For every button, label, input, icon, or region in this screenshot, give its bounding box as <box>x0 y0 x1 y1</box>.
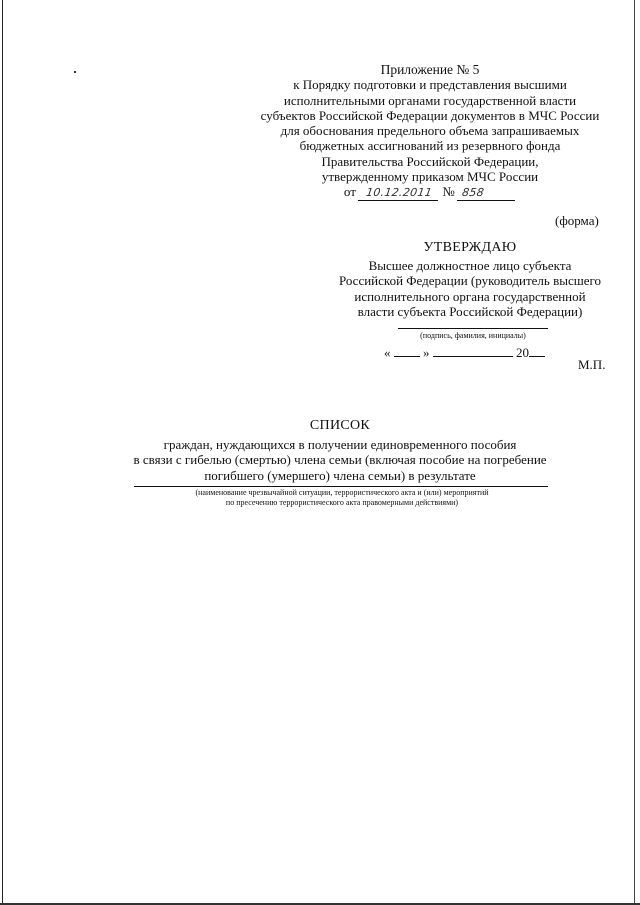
list-line: граждан, нуждающихся в получении единовременного пособия <box>163 436 517 452</box>
year-blank <box>529 344 545 357</box>
day-blank <box>394 344 420 357</box>
approval-line: власти субъекта Российской Федерации) <box>357 304 583 319</box>
approval-date-row <box>384 344 545 361</box>
appendix-line: утвержденному приказом МЧС России <box>321 169 539 185</box>
list-line: в связи с гибелью (смертью) члена семьи (включая пособие на погребение <box>133 452 547 467</box>
list-line: погибшего (умершего) члена семьи) в результате <box>204 467 476 483</box>
approval-line: Высшее должностное лицо субъекта <box>368 257 572 273</box>
caption-line: по пресечению террористического акта правомерными действиями) <box>225 498 459 507</box>
list-heading: СПИСОК <box>309 418 371 433</box>
approval-heading: УТВЕРЖДАЮ <box>423 240 517 255</box>
page-right-edge <box>634 0 635 905</box>
form-label: (форма) <box>555 213 599 228</box>
appendix-header <box>250 62 610 202</box>
approval-block <box>330 240 610 320</box>
order-date-handwritten: 10.12.2011 <box>358 185 440 201</box>
emergency-name-caption <box>130 488 554 508</box>
appendix-line: субъектов Российской Федерации документов в МЧС России <box>260 107 600 123</box>
approval-line: исполнительного органа государственной <box>354 288 586 304</box>
scan-speck <box>74 71 76 73</box>
appendix-line: бюджетных ассигнований из резервного фонда <box>299 138 561 154</box>
appendix-line: для обоснования предельного объема запрашиваемых <box>280 123 580 139</box>
caption-line: (наименование чрезвычайной ситуации, террористического акта и (или) мероприятий <box>195 488 489 497</box>
order-from-label: от <box>343 184 356 200</box>
seal-mark: М.П. <box>578 357 606 372</box>
emergency-name-line <box>134 486 548 487</box>
date-close-quote: » <box>423 345 430 360</box>
list-title-block <box>130 418 550 483</box>
appendix-title: Приложение № 5 <box>380 62 480 77</box>
order-number-handwritten: 858 <box>457 185 517 201</box>
year-prefix: 20 <box>516 345 529 360</box>
page-left-edge <box>2 0 3 905</box>
order-reference <box>344 184 516 201</box>
appendix-line: исполнительными органами государственной власти <box>283 92 577 108</box>
appendix-line: Правительства Российской Федерации, <box>321 153 539 169</box>
appendix-line: к Порядку подготовки и представления высшими <box>293 77 567 93</box>
signature-caption: (подпись, фамилия, инициалы) <box>420 331 526 340</box>
date-open-quote: « <box>384 345 391 360</box>
order-number-label: № <box>442 184 455 200</box>
approval-line: Российской Федерации (руководитель высшего <box>338 273 602 288</box>
signature-line <box>398 328 548 329</box>
month-blank <box>433 344 513 357</box>
